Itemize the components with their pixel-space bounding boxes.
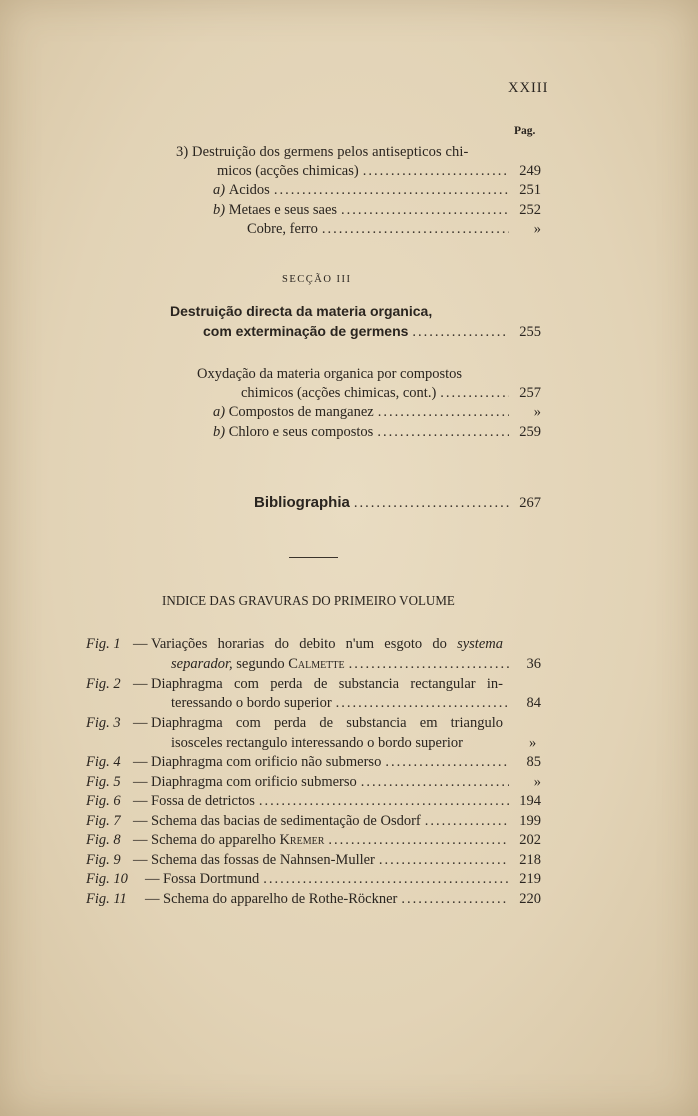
toc-entry-oxydacao-line1: Oxydação da materia organica por compostos — [197, 366, 463, 382]
page-ref: 220 — [519, 891, 541, 907]
page-ref: » — [533, 221, 541, 237]
page-ref: » — [529, 735, 537, 751]
fig-1-text: Variações horarias do debito n'um esgoto do — [151, 636, 458, 652]
page-ref: 199 — [519, 813, 541, 829]
item-marker: a) — [213, 404, 226, 420]
toc-entry-3-line1: 3) Destruição dos germens pelos antisepticos chi- — [176, 144, 469, 160]
fig-text: Diaphragma com orificio não submerso — [151, 754, 382, 770]
fig-label: Fig. 6 — [86, 793, 121, 809]
page-ref: 259 — [519, 424, 541, 440]
fig-6-entry — [151, 793, 541, 810]
leader-dots — [361, 774, 509, 791]
fig-dash: — — [133, 715, 148, 731]
toc-entry-3-line2: micos (acções chimicas) — [217, 163, 359, 179]
fig-1-italic: systema — [457, 636, 503, 652]
fig-label: Fig. 9 — [86, 852, 121, 868]
fig-text: Fossa de detrictos — [151, 793, 255, 809]
fig-dash: — — [145, 891, 160, 907]
leader-dots — [341, 202, 509, 219]
fig-dash: — — [133, 793, 148, 809]
page-number-roman: XXIII — [508, 80, 549, 96]
leader-dots — [379, 852, 509, 869]
leader-dots — [259, 793, 509, 810]
item-label: Chloro e seus compostos — [228, 424, 374, 440]
page-ref: 202 — [519, 832, 541, 848]
fig-7-entry — [151, 813, 541, 830]
fig-1-entry — [171, 656, 541, 673]
leader-dots — [412, 324, 509, 341]
fig-dash: — — [133, 852, 148, 868]
fig-label: Fig. 11 — [86, 891, 127, 907]
leader-dots — [263, 871, 509, 888]
leader-dots — [385, 754, 509, 771]
bibliographia-label: Bibliographia — [254, 494, 350, 511]
item-label: Cobre, ferro — [247, 221, 318, 237]
page-ref: » — [533, 404, 541, 420]
toc-entry-bibliographia — [254, 494, 541, 512]
leader-dots — [336, 695, 509, 712]
leader-dots — [425, 813, 509, 830]
item-label: Acidos — [228, 182, 270, 198]
item-marker: a) — [213, 182, 226, 198]
section-title-line2: com exterminação de germens — [203, 323, 409, 339]
leader-dots — [354, 495, 509, 512]
fig-5-entry — [151, 774, 541, 791]
fig-dash: — — [133, 636, 148, 652]
page-ref: 85 — [526, 754, 541, 770]
fig-label: Fig. 7 — [86, 813, 121, 829]
fig-text: Schema do apparelho — [151, 832, 280, 848]
page-ref: 257 — [519, 385, 541, 401]
fig-3-line2: isosceles rectangulo interessando o bordo superior — [171, 735, 463, 751]
fig-1-line1 — [151, 636, 503, 653]
fig-text: Diaphragma com orificio submerso — [151, 774, 357, 790]
fig-dash: — — [133, 754, 148, 770]
fig-8-entry — [151, 832, 541, 849]
fig-label: Fig. 5 — [86, 774, 121, 790]
page-ref: 84 — [526, 695, 541, 711]
section-title-line1: Destruição directa da materia organica, — [170, 303, 433, 319]
fig-1-italic2: separador, — [171, 656, 233, 672]
page-ref: 218 — [519, 852, 541, 868]
item-label: Metaes e seus saes — [228, 202, 338, 218]
item-marker: b) — [213, 202, 226, 218]
fig-dash: — — [133, 813, 148, 829]
fig-2-line1: Diaphragma com perda de substancia rectangular in- — [151, 676, 503, 692]
leader-dots — [322, 221, 509, 238]
fig-label: Fig. 8 — [86, 832, 121, 848]
section-heading: SECÇÃO III — [282, 274, 352, 285]
fig-11-entry — [163, 891, 541, 908]
index-title: INDICE DAS GRAVURAS DO PRIMEIRO VOLUME — [162, 594, 455, 609]
leader-dots — [377, 424, 509, 441]
section-divider — [289, 557, 338, 558]
page-column-label: Pag. — [514, 125, 536, 137]
fig-3-line1: Diaphragma com perda de substancia em triangulo — [151, 715, 503, 731]
fig-dash: — — [133, 774, 148, 790]
fig-4-entry — [151, 754, 541, 771]
fig-9-entry — [151, 852, 541, 869]
page-ref: 267 — [519, 495, 541, 511]
leader-dots — [401, 891, 509, 908]
fig-label: Fig. 4 — [86, 754, 121, 770]
leader-dots — [363, 163, 509, 180]
fig-label: Fig. 10 — [86, 871, 128, 887]
page-ref: 251 — [519, 182, 541, 198]
page-ref: 252 — [519, 202, 541, 218]
page-ref: » — [533, 774, 541, 790]
toc-entry-cobre-ferro — [247, 221, 541, 238]
fig-label: Fig. 2 — [86, 676, 121, 692]
fig-label: Fig. 1 — [86, 636, 121, 652]
page-ref: 255 — [519, 324, 541, 340]
page-ref: 194 — [519, 793, 541, 809]
leader-dots — [328, 832, 509, 849]
fig-label: Fig. 3 — [86, 715, 121, 731]
fig-2-entry — [171, 695, 541, 712]
page-ref: 219 — [519, 871, 541, 887]
toc-entry-a-acidos — [213, 182, 541, 199]
toc-entry-3 — [217, 163, 541, 180]
toc-entry-b-chloro — [213, 424, 541, 441]
fig-2-line2: teressando o bordo superior — [171, 695, 332, 711]
section-title — [203, 323, 541, 341]
fig-text: Schema do apparelho de Rothe-Röckner — [163, 891, 398, 907]
fig-text: Schema das bacias de sedimentação de Osdorf — [151, 813, 421, 829]
fig-text: Fossa Dortmund — [163, 871, 260, 887]
page-ref: 249 — [519, 163, 541, 179]
author-name: Kremer — [279, 832, 325, 848]
leader-dots — [349, 656, 509, 673]
toc-entry-a-manganez — [213, 404, 541, 421]
fig-dash: — — [145, 871, 160, 887]
author-name: Calmette — [288, 656, 345, 672]
toc-entry-oxydacao — [241, 385, 541, 402]
toc-entry-b-metaes — [213, 202, 541, 219]
fig-10-entry — [163, 871, 541, 888]
leader-dots — [274, 182, 509, 199]
fig-1-text2: segundo — [232, 656, 289, 672]
fig-dash: — — [133, 832, 148, 848]
leader-dots — [378, 404, 509, 421]
item-marker: b) — [213, 424, 226, 440]
item-label: Compostos de manganez — [228, 404, 374, 420]
fig-text: Schema das fossas de Nahnsen-Muller — [151, 852, 375, 868]
fig-dash: — — [133, 676, 148, 692]
leader-dots — [440, 385, 509, 402]
page-ref: 36 — [526, 656, 541, 672]
toc-entry-oxydacao-line2: chimicos (acções chimicas, cont.) — [241, 385, 437, 401]
